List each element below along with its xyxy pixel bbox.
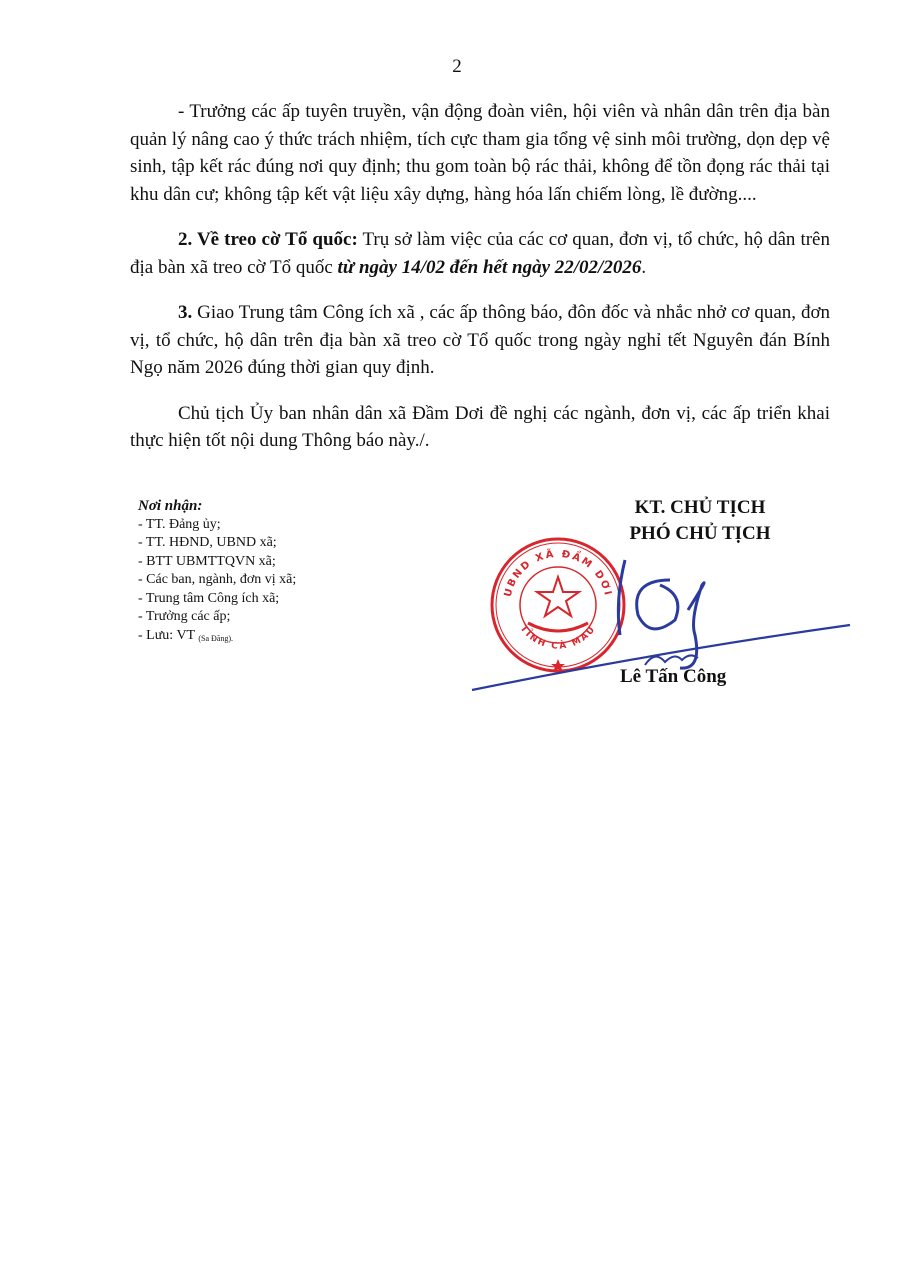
recipient-item: - Trung tâm Công ích xã; <box>138 590 280 606</box>
assignment-text: Giao Trung tâm Công ích xã , các ấp thông báo, đôn đốc và nhắc nhở cơ quan, đơn vị, tổ chức, hộ dân trên địa bàn xã treo cờ Tổ quốc trong ngày nghỉ tết Nguyên đán Bính Ngọ năm 2026 đúng thời gian quy định. <box>130 302 830 378</box>
flag-text: Trụ sở làm việc của các cơ quan, đơn vị, tổ chức, hộ dân trên địa bàn xã treo cờ Tổ quốc <box>130 229 830 278</box>
flag-end: . <box>641 256 647 278</box>
seal-text-top: UBND XÃ ĐẦM DƠI <box>502 548 614 599</box>
signature-title-line1: KT. CHỦ TỊCH <box>634 497 766 518</box>
archive-note: (Sa Đăng). <box>198 633 234 643</box>
flag-heading: 2. Về treo cờ Tổ quốc: <box>178 229 358 250</box>
assignment-number: 3. <box>178 302 193 323</box>
signature-title-line2: PHÓ CHỦ TỊCH <box>629 523 771 544</box>
recipient-item: - Các ban, ngành, đơn vị xã; <box>138 572 297 587</box>
recipient-item: - Trưởng các ấp; <box>138 609 231 624</box>
recipients-title: Nơi nhận: <box>138 498 203 514</box>
recipient-item: - TT. HĐND, UBND xã; <box>138 535 277 550</box>
recipients-block <box>138 497 458 646</box>
paragraph-closing: Chủ tịch Ủy ban nhân dân xã Đầm Dơi đề nghị các ngành, đơn vị, các ấp triển khai thực hiện tốt nội dung Thông báo này./. <box>130 402 830 451</box>
recipient-item-archive: - Lưu: VT $_{(Sa Đăng).}$ <box>138 627 234 643</box>
page-number: 2 <box>452 56 462 77</box>
recipient-item: - BTT UBMTTQVN xã; <box>138 553 276 569</box>
recipient-item: - TT. Đảng ủy; <box>138 516 221 532</box>
flag-dates: từ ngày 14/02 đến hết ngày 22/02/2026 <box>337 256 642 278</box>
body-text <box>130 98 830 473</box>
paragraph-assignment <box>130 299 830 382</box>
paragraph-flag <box>130 226 830 281</box>
seal-text-bottom: TỈNH CÀ MAU <box>517 623 599 652</box>
signer-name: Lê Tấn Công <box>620 666 727 687</box>
paragraph-sanitation: - Trưởng các ấp tuyên truyền, vận động đoàn viên, hội viên và nhân dân trên địa bàn quản lý nâng cao ý thức trách nhiệm, tích cực tham gia tổng vệ sinh môi trường, dọn dẹp vệ sinh, tập kết rác đúng nơi quy định; thu gom toàn bộ rác thải, không để tồn đọng rác thải tại khu dân cư; không tập kết vật liệu xây dựng, hàng hóa lấn chiếm lòng, lề đường.... <box>130 101 830 205</box>
